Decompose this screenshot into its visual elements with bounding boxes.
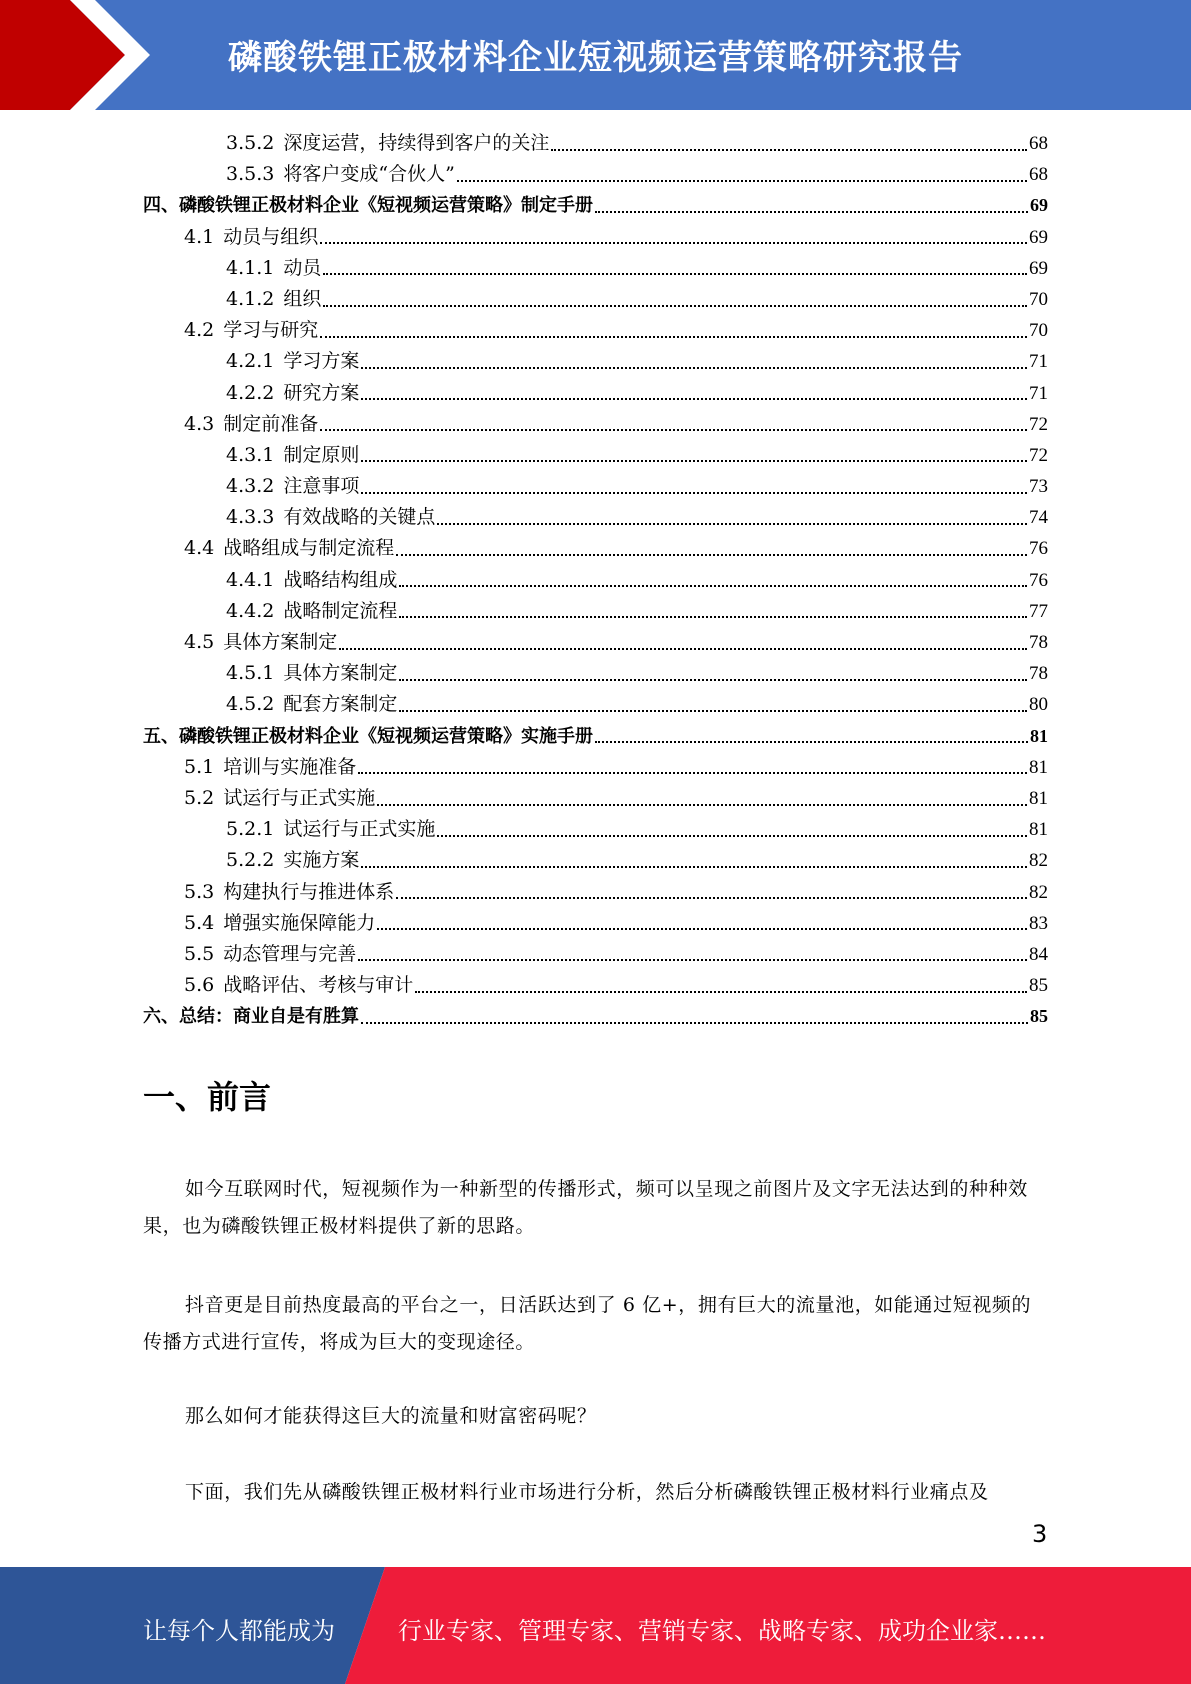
toc-entry-number: 5.6 bbox=[184, 974, 215, 997]
toc-entry-number: 4.5.1 bbox=[226, 662, 275, 685]
toc-dot-leader bbox=[551, 149, 1027, 151]
footer-slogan: 让每个人都能成为 bbox=[143, 1617, 335, 1645]
page-number: 3 bbox=[1032, 1520, 1048, 1548]
toc-entry[interactable] bbox=[143, 378, 1048, 409]
toc-entry-title: 构建执行与推进体系 bbox=[223, 880, 395, 903]
toc-entry[interactable] bbox=[143, 627, 1048, 658]
toc-entry[interactable] bbox=[143, 346, 1048, 377]
toc-entry-number: 4.2 bbox=[184, 319, 215, 342]
toc-entry[interactable] bbox=[143, 502, 1048, 533]
toc-entry-page: 69 bbox=[1029, 257, 1048, 279]
toc-entry-title: 学习方案 bbox=[283, 350, 360, 373]
toc-entry-title: 实施方案 bbox=[283, 849, 360, 872]
report-title: 磷酸铁锂正极材料企业短视频运营策略研究报告 bbox=[228, 38, 963, 78]
paragraph: 抖音更是目前热度最高的平台之一，日活跃达到了 6 亿+，拥有巨大的流量池，如能通过短视频的传播方式进行宣传，将成为巨大的变现途径。 bbox=[143, 1294, 1032, 1353]
toc-entry[interactable] bbox=[143, 970, 1048, 1001]
toc-entry-number: 4.5.2 bbox=[226, 693, 275, 716]
toc-entry-page: 76 bbox=[1029, 538, 1048, 560]
toc-entry[interactable] bbox=[143, 190, 1048, 221]
toc-dot-leader bbox=[361, 460, 1027, 462]
toc-entry-title: 战略组成与制定流程 bbox=[223, 537, 395, 560]
toc-entry-title: 学习与研究 bbox=[223, 319, 319, 342]
toc-dot-leader bbox=[399, 710, 1027, 712]
toc-entry-number: 4.1.1 bbox=[226, 256, 275, 279]
toc-entry-page: 80 bbox=[1029, 694, 1048, 716]
toc-entry[interactable] bbox=[143, 752, 1048, 783]
toc-entry[interactable] bbox=[143, 658, 1048, 689]
toc-entry-number: 3.5.2 bbox=[226, 132, 275, 154]
toc-dot-leader bbox=[437, 835, 1027, 837]
toc-entry-page: 81 bbox=[1029, 756, 1048, 778]
toc-entry-page: 77 bbox=[1029, 600, 1048, 622]
toc-entry-number: 5.2.1 bbox=[226, 818, 275, 841]
toc-entry-page: 69 bbox=[1029, 226, 1048, 248]
toc-entry-title: 具体方案制定 bbox=[283, 662, 398, 685]
toc-entry[interactable] bbox=[143, 565, 1048, 596]
toc-entry-page: 73 bbox=[1029, 476, 1048, 498]
toc-entry-number: 4.4 bbox=[184, 537, 215, 560]
toc-entry-number: 4.3.1 bbox=[226, 443, 275, 466]
toc-entry-number: 4.5 bbox=[184, 631, 215, 653]
toc-entry-number: 4.4.1 bbox=[226, 568, 275, 591]
toc-dot-leader bbox=[595, 211, 1028, 213]
page-footer bbox=[0, 1567, 1191, 1684]
toc-entry[interactable] bbox=[143, 814, 1048, 845]
toc-entry-number: 4.2.1 bbox=[226, 350, 275, 373]
toc-entry-title: 增强实施保障能力 bbox=[223, 911, 376, 934]
toc-entry-number: 4.1 bbox=[184, 225, 215, 248]
toc-entry-page: 82 bbox=[1029, 881, 1048, 903]
toc-entry-page: 81 bbox=[1030, 725, 1048, 746]
toc-entry-page: 85 bbox=[1029, 975, 1048, 997]
toc-dot-leader bbox=[320, 242, 1027, 244]
toc-dot-leader bbox=[437, 523, 1027, 525]
toc-entry-title: 四、磷酸铁锂正极材料企业《短视频运营策略》制定手册 bbox=[143, 195, 593, 217]
toc-entry-number: 5.2 bbox=[184, 786, 215, 809]
toc-dot-leader bbox=[339, 648, 1027, 650]
toc-dot-leader bbox=[377, 804, 1027, 806]
toc-entry-number: 4.4.2 bbox=[226, 599, 275, 622]
toc-entry-title: 具体方案制定 bbox=[223, 631, 338, 653]
toc-entry-page: 68 bbox=[1029, 133, 1048, 154]
toc-entry[interactable] bbox=[143, 596, 1048, 627]
toc-entry-title: 培训与实施准备 bbox=[223, 755, 357, 778]
toc-entry-number: 4.3 bbox=[184, 412, 215, 435]
toc-entry-title: 六、总结：商业自是有胜算 bbox=[143, 1006, 359, 1028]
toc-entry-title: 研究方案 bbox=[283, 381, 360, 404]
toc-entry-page: 70 bbox=[1029, 288, 1048, 310]
toc-entry-title: 有效战略的关键点 bbox=[283, 506, 436, 529]
toc-entry-page: 83 bbox=[1029, 912, 1048, 934]
toc-entry-number: 5.5 bbox=[184, 942, 215, 965]
toc-entry-page: 72 bbox=[1029, 444, 1048, 466]
toc-entry[interactable] bbox=[143, 409, 1048, 440]
toc-dot-leader bbox=[361, 492, 1027, 494]
toc-entry-title: 动员 bbox=[283, 256, 322, 279]
toc-entry[interactable] bbox=[143, 315, 1048, 346]
toc-entry-page: 76 bbox=[1029, 569, 1048, 591]
toc-dot-leader bbox=[361, 367, 1027, 369]
toc-entry-title: 制定前准备 bbox=[223, 412, 319, 435]
toc-dot-leader bbox=[457, 180, 1027, 182]
toc-dot-leader bbox=[320, 336, 1027, 338]
toc-entry-page: 85 bbox=[1030, 1006, 1048, 1027]
toc-dot-leader bbox=[361, 1022, 1028, 1024]
toc-entry[interactable] bbox=[143, 908, 1048, 939]
toc-entry-number: 4.3.2 bbox=[226, 475, 275, 498]
toc-dot-leader bbox=[320, 429, 1027, 431]
toc-entry-title: 战略结构组成 bbox=[283, 568, 398, 591]
toc-entry[interactable] bbox=[143, 471, 1048, 502]
toc-entry[interactable] bbox=[143, 1001, 1048, 1032]
toc-entry-title: 动态管理与完善 bbox=[223, 942, 357, 965]
table-of-contents bbox=[143, 128, 1048, 1032]
toc-entry[interactable] bbox=[143, 159, 1048, 190]
toc-entry-page: 81 bbox=[1029, 787, 1048, 809]
toc-entry[interactable] bbox=[143, 783, 1048, 814]
toc-entry-page: 71 bbox=[1029, 382, 1048, 404]
toc-dot-leader bbox=[323, 305, 1027, 307]
toc-entry-number: 4.1.2 bbox=[226, 287, 275, 310]
toc-entry[interactable] bbox=[143, 128, 1048, 159]
toc-entry[interactable] bbox=[143, 222, 1048, 253]
toc-entry[interactable] bbox=[143, 253, 1048, 284]
toc-dot-leader bbox=[396, 554, 1027, 556]
toc-entry-title: 组织 bbox=[283, 287, 322, 310]
toc-entry[interactable] bbox=[143, 284, 1048, 315]
toc-entry-title: 试运行与正式实施 bbox=[223, 786, 376, 809]
toc-entry-title: 制定原则 bbox=[283, 443, 360, 466]
page-header bbox=[0, 0, 1191, 110]
toc-dot-leader bbox=[358, 959, 1027, 961]
toc-entry-page: 84 bbox=[1029, 943, 1048, 965]
toc-entry-page: 81 bbox=[1029, 819, 1048, 841]
toc-entry-page: 68 bbox=[1029, 164, 1048, 186]
toc-entry-number: 5.2.2 bbox=[226, 849, 275, 872]
toc-dot-leader bbox=[595, 741, 1028, 743]
toc-entry-number: 4.2.2 bbox=[226, 381, 275, 404]
toc-dot-leader bbox=[399, 679, 1027, 681]
toc-entry-page: 69 bbox=[1030, 195, 1048, 216]
toc-entry[interactable] bbox=[143, 721, 1048, 752]
toc-entry-number: 4.3.3 bbox=[226, 506, 275, 529]
toc-entry-title: 战略制定流程 bbox=[283, 599, 398, 622]
section-heading: 一、前言 bbox=[143, 1078, 272, 1116]
toc-entry[interactable] bbox=[143, 939, 1048, 970]
toc-entry[interactable] bbox=[143, 689, 1048, 720]
toc-entry-page: 72 bbox=[1029, 413, 1048, 435]
toc-entry-page: 74 bbox=[1029, 507, 1048, 529]
paragraph: 那么如何才能获得这巨大的流量和财富密码呢？ bbox=[185, 1405, 597, 1427]
toc-entry-title: 注意事项 bbox=[283, 475, 360, 498]
toc-entry[interactable] bbox=[143, 533, 1048, 564]
toc-dot-leader bbox=[377, 928, 1027, 930]
footer-roles: 行业专家、管理专家、营销专家、战略专家、成功企业家…… bbox=[398, 1617, 1046, 1645]
toc-dot-leader bbox=[399, 585, 1027, 587]
toc-entry-page: 71 bbox=[1029, 351, 1048, 373]
toc-entry-title: 将客户变成“合伙人” bbox=[283, 163, 455, 186]
toc-dot-leader bbox=[415, 991, 1027, 993]
paragraph: 下面，我们先从磷酸铁锂正极材料行业市场进行分析，然后分析磷酸铁锂正极材料行业痛点及 bbox=[185, 1481, 989, 1503]
toc-dot-leader bbox=[361, 866, 1027, 868]
toc-entry-title: 深度运营，持续得到客户的关注 bbox=[283, 132, 550, 154]
toc-entry[interactable] bbox=[143, 440, 1048, 471]
toc-entry-number: 5.3 bbox=[184, 880, 215, 903]
toc-entry-title: 战略评估、考核与审计 bbox=[223, 974, 414, 997]
toc-dot-leader bbox=[323, 273, 1027, 275]
toc-entry[interactable] bbox=[143, 845, 1048, 876]
toc-dot-leader bbox=[361, 398, 1027, 400]
toc-entry-title: 动员与组织 bbox=[223, 225, 319, 248]
toc-entry-title: 五、磷酸铁锂正极材料企业《短视频运营策略》实施手册 bbox=[143, 725, 593, 747]
toc-entry-page: 78 bbox=[1029, 632, 1048, 653]
paragraph: 如今互联网时代，短视频作为一种新型的传播形式，频可以呈现之前图片及文字无法达到的种种效果，也为磷酸铁锂正极材料提供了新的思路。 bbox=[143, 1178, 1028, 1237]
toc-dot-leader bbox=[399, 616, 1027, 618]
toc-entry-page: 78 bbox=[1029, 663, 1048, 685]
toc-entry-title: 试运行与正式实施 bbox=[283, 818, 436, 841]
toc-entry-page: 82 bbox=[1029, 850, 1048, 872]
toc-entry-page: 70 bbox=[1029, 320, 1048, 342]
toc-entry-number: 3.5.3 bbox=[226, 163, 275, 186]
toc-entry-number: 5.4 bbox=[184, 911, 215, 934]
toc-entry[interactable] bbox=[143, 877, 1048, 908]
toc-entry-title: 配套方案制定 bbox=[283, 693, 398, 716]
toc-dot-leader bbox=[396, 897, 1027, 899]
toc-entry-number: 5.1 bbox=[184, 755, 215, 778]
toc-dot-leader bbox=[358, 772, 1027, 774]
